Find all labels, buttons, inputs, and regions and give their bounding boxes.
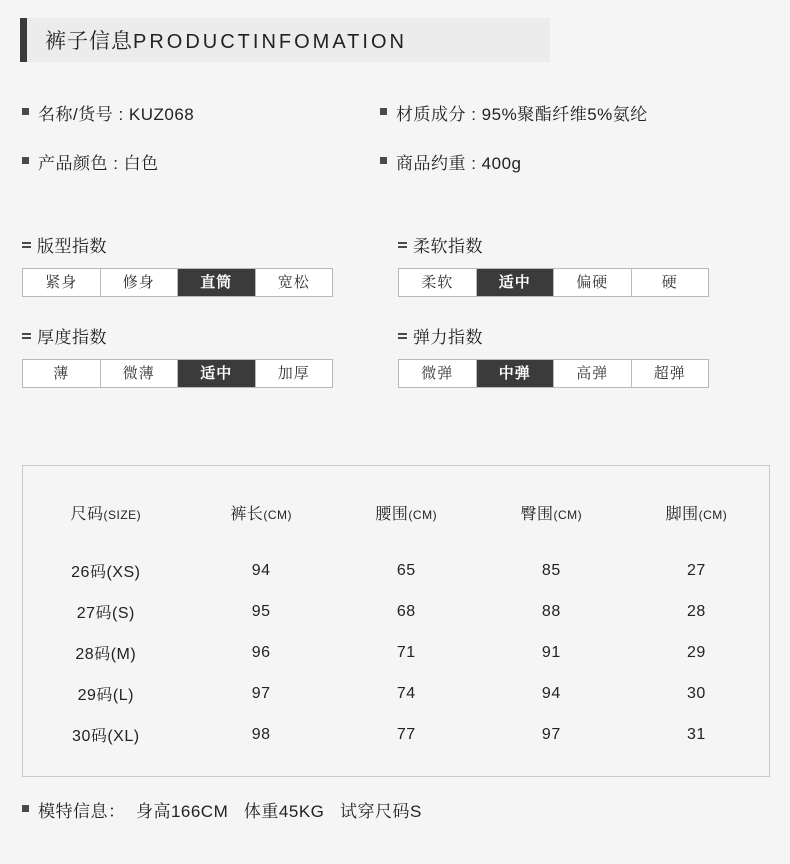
- scale-option-selected[interactable]: 适中: [477, 269, 555, 296]
- index-title-label: 版型指数: [37, 237, 107, 256]
- spec-item-weight: [380, 149, 522, 174]
- page-title: [45, 25, 407, 55]
- table-cell: 94: [541, 684, 561, 702]
- section-header: [20, 18, 550, 62]
- index-title: [398, 323, 774, 348]
- table-cell: 97: [541, 725, 561, 743]
- page-title-cn: 裤子信息: [45, 30, 133, 53]
- scale-thickness: [22, 359, 333, 388]
- spec-list: [22, 100, 772, 198]
- header-main: 腰围: [375, 506, 409, 523]
- table-cell: 30码(XL): [72, 728, 140, 745]
- scale-option-selected[interactable]: 直筒: [178, 269, 256, 296]
- scale-option[interactable]: 柔软: [399, 269, 477, 296]
- table-cell: 85: [541, 561, 561, 579]
- scale-option[interactable]: 修身: [101, 269, 179, 296]
- scale-softness: [398, 268, 709, 297]
- scale-option-selected[interactable]: 适中: [178, 360, 256, 387]
- header-unit: (CM): [408, 508, 438, 522]
- table-cell: 71: [396, 643, 416, 661]
- scale-option[interactable]: 高弹: [554, 360, 632, 387]
- index-group-fit: [22, 232, 398, 297]
- table-cell: 29: [687, 643, 706, 661]
- spec-row: [22, 100, 772, 125]
- spec-item-label: 名称/货号 : KUZ068: [38, 105, 195, 124]
- bullet-square-icon: [22, 157, 29, 164]
- table-header-leg-opening: [624, 500, 769, 550]
- table-cell: 88: [541, 602, 561, 620]
- table-cell: 27码(S): [76, 605, 135, 622]
- table-cell: 68: [396, 602, 416, 620]
- table-header-row: [23, 500, 769, 550]
- table-row: [23, 714, 769, 755]
- index-group-thickness: [22, 323, 398, 388]
- spec-item-label: 产品颜色 : 白色: [38, 154, 159, 173]
- bullet-square-icon: [380, 157, 387, 164]
- header-unit: (CM): [263, 508, 292, 522]
- scale-option[interactable]: 微薄: [101, 360, 179, 387]
- table-header-length: [189, 500, 334, 550]
- spec-item-color: [22, 149, 380, 174]
- scale-option[interactable]: 偏硬: [554, 269, 632, 296]
- spec-item-name: [22, 100, 380, 125]
- scale-elasticity: [398, 359, 709, 388]
- dash-icon: [22, 242, 31, 244]
- dash-icon: [398, 242, 407, 244]
- table-cell: 31: [687, 725, 706, 743]
- bullet-square-icon: [380, 108, 387, 115]
- table-cell: 27: [687, 561, 706, 579]
- index-title-label: 厚度指数: [37, 328, 107, 347]
- table-cell: 26码(XS): [71, 564, 141, 581]
- scale-option[interactable]: 硬: [632, 269, 709, 296]
- table-row: [23, 550, 769, 591]
- table-cell: 28码(M): [75, 646, 137, 663]
- table-row: [23, 591, 769, 632]
- size-table: [23, 500, 769, 755]
- spec-item-label: 材质成分 : 95%聚酯纤维5%氨纶: [396, 105, 648, 124]
- model-info-label: 模特信息： 身高166CM 体重45KG 试穿尺码S: [38, 802, 422, 821]
- spec-row: [22, 149, 772, 174]
- index-row: [22, 323, 774, 388]
- scale-option-selected[interactable]: 中弹: [477, 360, 555, 387]
- index-group-softness: [398, 232, 774, 297]
- spec-item-material: [380, 100, 648, 125]
- header-unit: (CM): [553, 508, 583, 522]
- table-cell: 95: [251, 602, 271, 620]
- dash-icon: [22, 333, 31, 335]
- table-cell: 65: [396, 561, 416, 579]
- page-title-en: PRODUCTINFOMATION: [133, 31, 407, 53]
- header-main: 臀围: [520, 506, 554, 523]
- index-row: [22, 232, 774, 297]
- table-header-waist: [334, 500, 479, 550]
- scale-option[interactable]: 微弹: [399, 360, 477, 387]
- bullet-square-icon: [22, 805, 29, 812]
- header-unit: (CM): [698, 508, 728, 522]
- index-group-elasticity: [398, 323, 774, 388]
- header-main: 裤长: [230, 506, 264, 523]
- table-cell: 74: [396, 684, 416, 702]
- table-cell: 29码(L): [77, 687, 134, 704]
- index-title: [398, 232, 774, 257]
- table-row: [23, 673, 769, 714]
- scale-option[interactable]: 紧身: [23, 269, 101, 296]
- table-header-hip: [479, 500, 624, 550]
- header-unit: (SIZE): [103, 508, 142, 522]
- table-cell: 98: [251, 725, 271, 743]
- index-title-label: 柔软指数: [413, 237, 483, 256]
- table-cell: 94: [251, 561, 271, 579]
- scale-option[interactable]: 加厚: [256, 360, 333, 387]
- dash-icon: [398, 333, 407, 335]
- index-title: [22, 232, 398, 257]
- scale-fit: [22, 268, 333, 297]
- table-cell: 96: [251, 643, 271, 661]
- header-main: 尺码: [70, 506, 104, 523]
- table-cell: 28: [687, 602, 706, 620]
- scale-option[interactable]: 超弹: [632, 360, 709, 387]
- spec-item-label: 商品约重 : 400g: [396, 154, 522, 173]
- index-title-label: 弹力指数: [413, 328, 483, 347]
- table-cell: 77: [396, 725, 416, 743]
- size-table-container: [22, 465, 770, 777]
- model-info: [22, 797, 422, 822]
- index-title: [22, 323, 398, 348]
- scale-option[interactable]: 宽松: [256, 269, 333, 296]
- bullet-square-icon: [22, 108, 29, 115]
- table-cell: 97: [251, 684, 271, 702]
- table-row: [23, 632, 769, 673]
- index-groups: [22, 232, 774, 414]
- table-header-size: [23, 500, 189, 550]
- header-main: 脚围: [665, 506, 699, 523]
- table-cell: 91: [541, 643, 561, 661]
- scale-option[interactable]: 薄: [23, 360, 101, 387]
- table-cell: 30: [687, 684, 706, 702]
- header-accent-bar: [20, 18, 27, 62]
